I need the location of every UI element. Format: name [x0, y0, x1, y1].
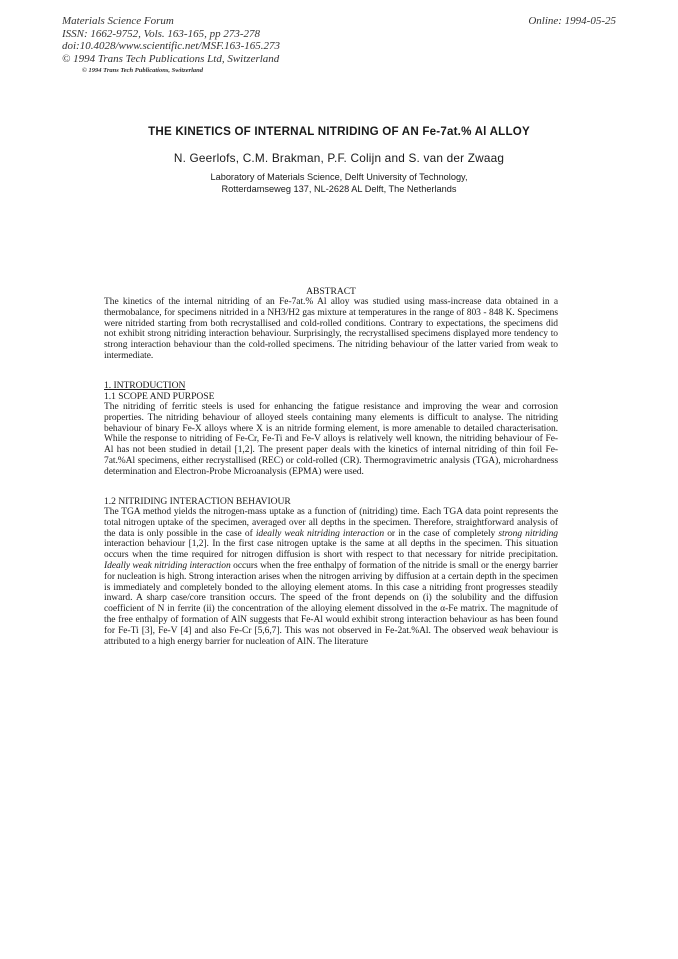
body-paragraph: [104, 507, 558, 647]
text-run: or in the case of completely: [384, 528, 499, 539]
subsection-heading: 1.1 SCOPE AND PURPOSE: [104, 391, 215, 402]
emphasis: Ideally weak nitriding interaction: [104, 560, 231, 571]
copyright-small-line: © 1994 Trans Tech Publications, Switzerland: [82, 67, 204, 74]
affiliation-line: Rotterdamseweg 137, NL-2628 AL Delft, The Netherlands: [221, 183, 457, 194]
online-date: Online: 1994-05-25: [528, 15, 616, 27]
emphasis: ideally weak nitriding interaction: [255, 528, 385, 539]
affiliation: [0, 172, 678, 195]
emphasis: strong nitriding: [498, 528, 558, 539]
journal-name: Materials Science Forum: [62, 15, 174, 27]
paper-title: THE KINETICS OF INTERNAL NITRIDING OF AN Fe-7at.% Al ALLOY: [148, 125, 530, 138]
text-run: behaviour is attributed to a high energy barrier for nucleation of AlN. The literature: [104, 625, 558, 647]
section-heading: 1. INTRODUCTION: [104, 380, 186, 391]
journal-meta: [62, 15, 280, 76]
abstract-section: [104, 286, 558, 362]
abstract-heading: ABSTRACT: [306, 286, 356, 297]
text-run: The TGA method yields the nitrogen-mass uptake as a function of (nitriding) time. Each TGA data point represents the total nitrogen uptake of the specimen, averaged over all depths in the specimen. Therefore, straightforward analysis of the data is only possible in the case of: [104, 507, 558, 539]
abstract-text: The kinetics of the internal nitriding of an Fe-7at.% Al alloy was studied using mass-increase data obtained in a thermobalance, for specimens nitrided in a NH3/H2 gas mixture at temperatures in the range of 803 - 848 K. Specimens were nitrided starting from both recrystallised and cold-rolled conditions. Contrary to expectations, the specimens did not exhibit strong nitriding interaction behaviour. Surprisingly, the recrystallised specimens displayed more tendency to strong interaction behaviour than the cold-rolled specimens. The nitriding behaviour of the latter varied from weak to intermediate.: [104, 297, 558, 361]
issn-line: ISSN: 1662-9752, Vols. 163-165, pp 273-278: [62, 27, 260, 40]
text-run: occurs when the free enthalpy of formation of the nitride is small or the energy barrier for nucleation is high. Strong interaction arises when the nitrogen arriving by diffusion at a certain depth in the specimen is immediately and completely bonded to the alloying element atoms. In this case a nitriding front progresses steadily inward. A sharp case/core transition occurs. The speed of the front depends on (i) the solubility and the diffusion coefficient of N in ferrite (ii) the concentration of the alloying element dissolved in the α-Fe matrix. The magnitude of the free enthalpy of formation of AlN suggests that Fe-Al would exhibit strong interaction behaviour as has been found for Fe-Ti [3], Fe-V [4] and also Fe-Cr [5,6,7]. This was not observed in Fe-2at.%Al. The observed: [104, 560, 559, 636]
paper-authors: N. Geerlofs, C.M. Brakman, P.F. Colijn and S. van der Zwaag: [173, 151, 505, 165]
copyright-line: © 1994 Trans Tech Publications Ltd, Switzerland: [62, 52, 280, 65]
text-run: interaction behaviour [1,2]. In the first case nitrogen uptake is the same at all depths in the specimen. This situation occurs when the time required for nitrogen diffusion is short with respect to that necessary for nitride precipitation.: [104, 539, 558, 561]
doi-line: doi:10.4028/www.scientific.net/MSF.163-165.273: [62, 40, 281, 52]
emphasis: weak: [488, 625, 508, 636]
affiliation-line: Laboratory of Materials Science, Delft University of Technology,: [210, 172, 468, 182]
body-paragraph: The nitriding of ferritic steels is used for enhancing the fatigue resistance and improving the wear and corrosion properties. The nitriding behaviour of alloyed steels containing many elements is difficult to analyse. The nitriding behaviour of binary Fe-X alloys where X is an nitride forming element, is more amenable to detailed characterisation. While the response to nitriding of Fe-Cr, Fe-Ti and Fe-V alloys is relatively well known, the nitriding behaviour of Fe-Al has not been studied in detail [1,2]. The present paper deals with the kinetics of internal nitriding of thin foil Fe-7at.%Al specimens, either recrystallised (REC) or cold-rolled (CR). Thermogravimetric analysis (TGA), microhardness determination and Electron-Probe Microanalysis (EPMA) were used.: [104, 402, 558, 477]
subsection-heading: 1.2 NITRIDING INTERACTION BEHAVIOUR: [104, 496, 291, 507]
introduction-section: [104, 380, 558, 478]
nitriding-interaction-section: [104, 496, 558, 647]
